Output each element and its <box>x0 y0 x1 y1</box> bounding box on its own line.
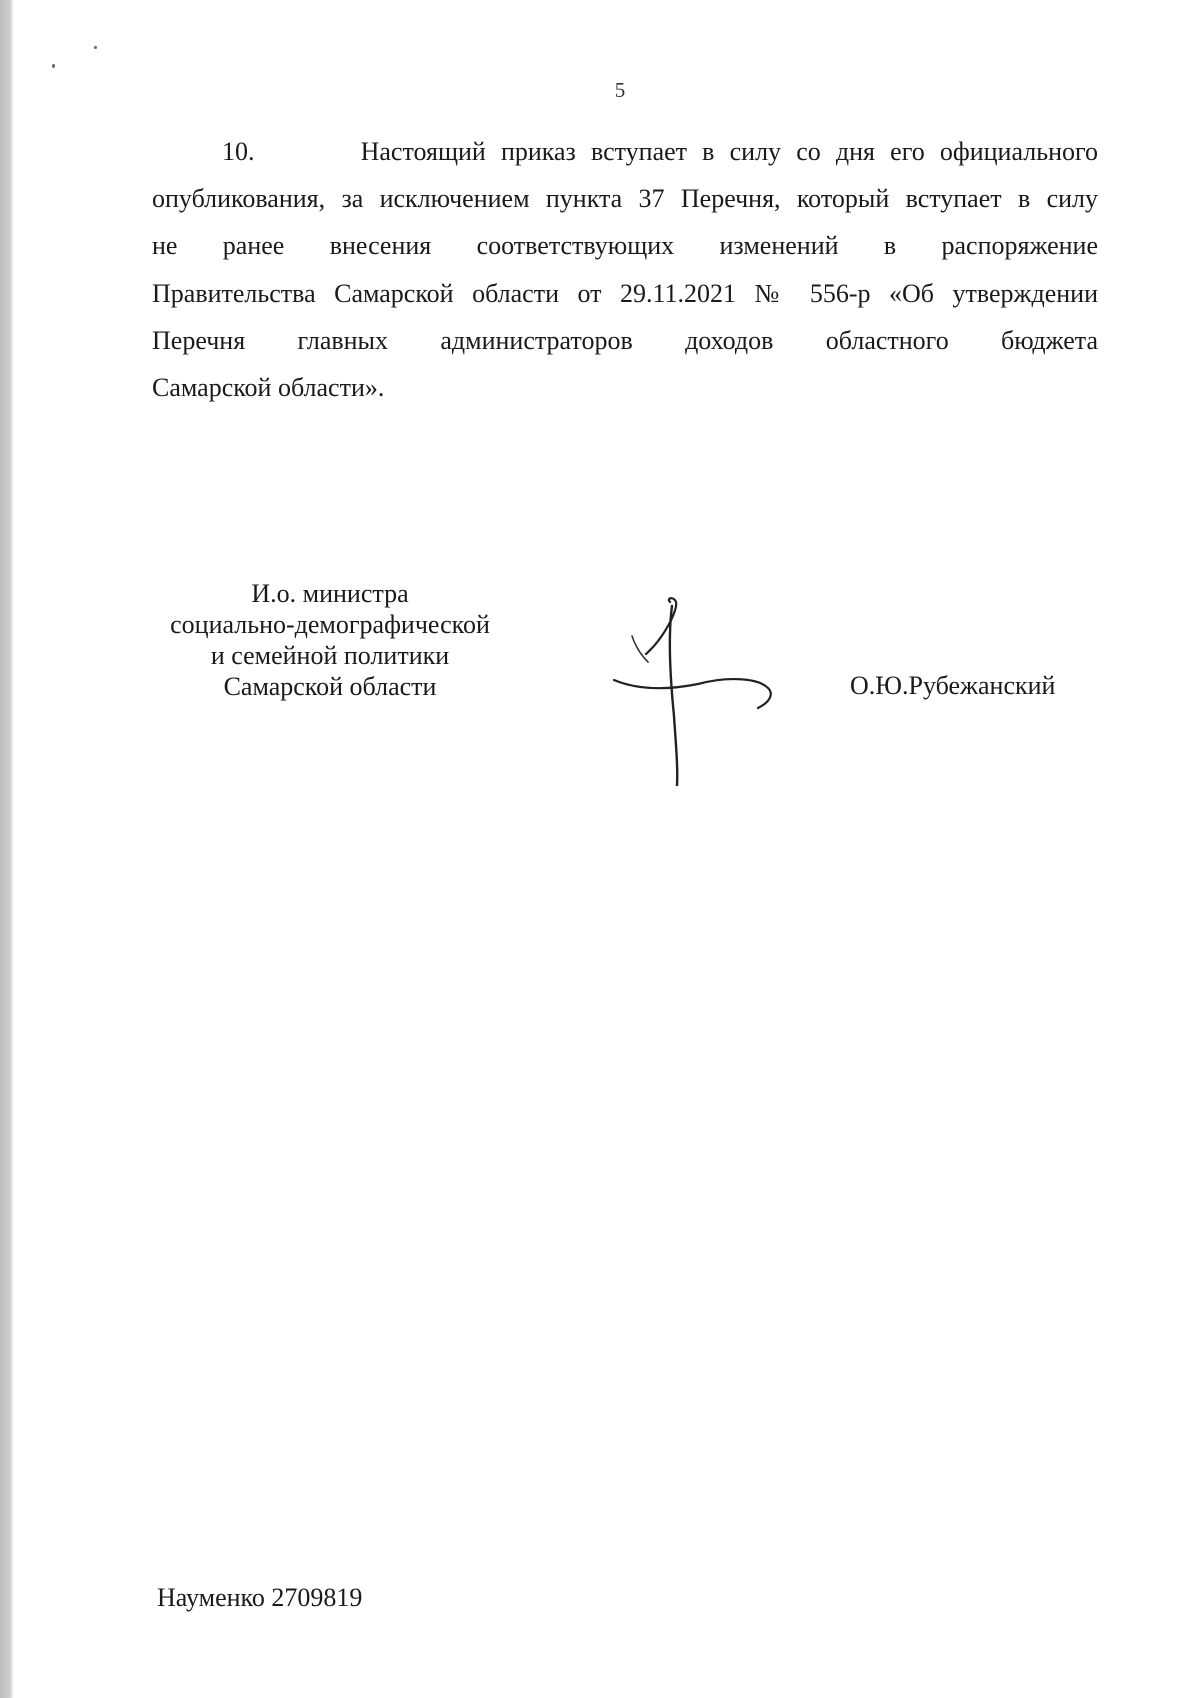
executor-contact: Науменко 2709819 <box>157 1583 363 1612</box>
paragraph-line: Правительства Самарской области от 29.11.2021 № 556-р «Об утверждении <box>152 278 1098 308</box>
paragraph-line-text: Настоящий приказ вступает в силу со дня его официального <box>360 137 1098 166</box>
signatory-position <box>150 578 510 702</box>
scan-speck <box>94 46 97 49</box>
page-number: 5 <box>614 78 626 102</box>
order-paragraph-10 <box>152 128 1098 411</box>
position-line: социально-демографической <box>170 610 490 639</box>
paragraph-line <box>152 128 1098 175</box>
paragraph-number: 10. <box>222 137 255 166</box>
scan-speck <box>52 64 55 68</box>
paragraph-line: Перечня главных администраторов доходов областного бюджета <box>152 325 1098 355</box>
handwritten-signature <box>608 596 778 786</box>
paragraph-line: не ранее внесения соответствующих изменений в распоряжение <box>152 231 1098 261</box>
paragraph-line: опубликования, за исключением пункта 37 Перечня, который вступает в силу <box>152 184 1098 214</box>
position-line: И.о. министра <box>251 579 409 608</box>
scan-edge-shadow <box>0 0 14 1698</box>
paragraph-line: Самарской области». <box>152 373 385 403</box>
signer-name: О.Ю.Рубежанский <box>850 671 1056 700</box>
position-line: Самарской области <box>223 672 437 701</box>
position-line: и семейной политики <box>210 641 450 670</box>
